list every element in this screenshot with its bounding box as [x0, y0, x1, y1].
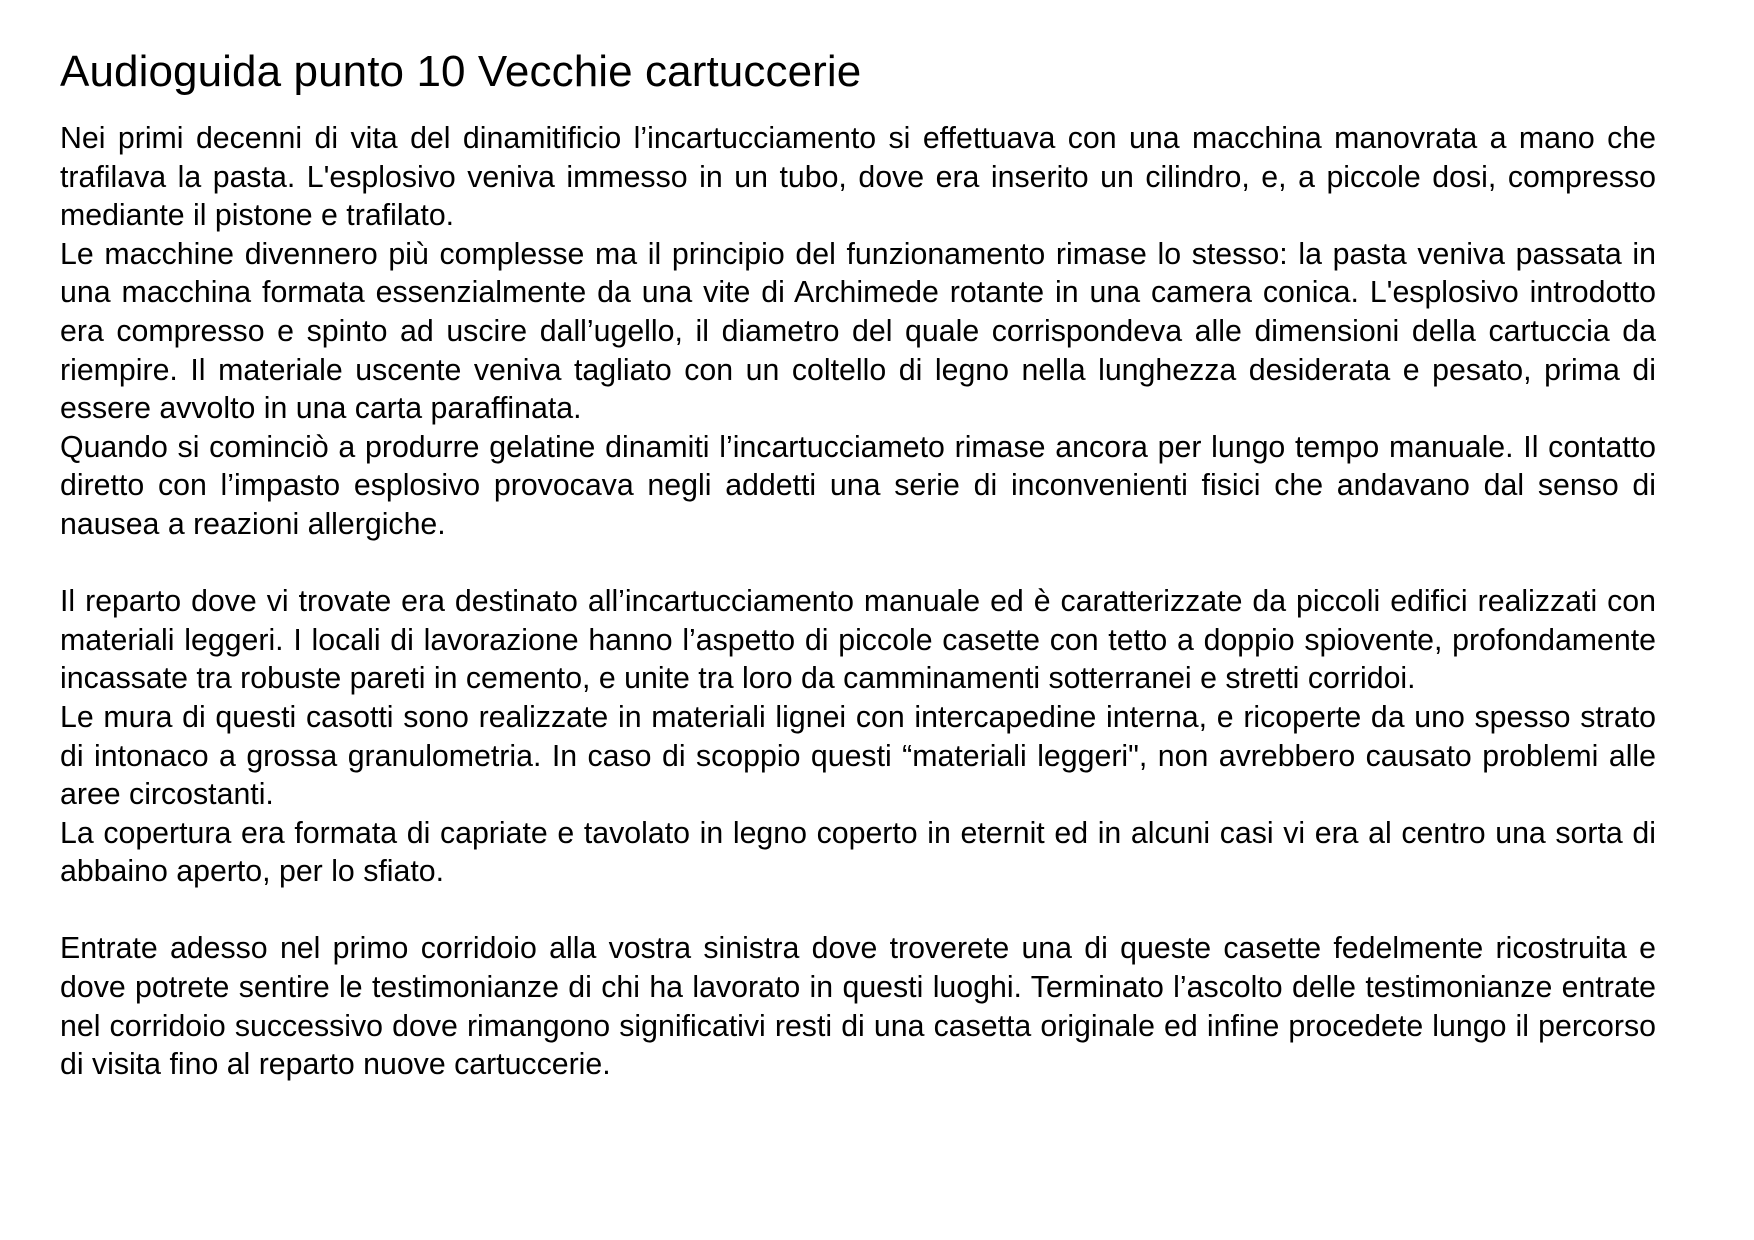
- section-visit-directions: [60, 930, 1656, 1084]
- paragraph: Il reparto dove vi trovate era destinato all’incartucciamento manuale ed è caratterizzate da piccoli edifici realizzati con materiali leggeri. I locali di lavorazione hanno l’aspetto di piccole casette con tetto a doppio spiovente, profondamente incassate tra robuste pareti in cemento, e unite tra loro da camminamenti sotterranei e stretti corridoi.: [60, 585, 1656, 696]
- section-cartridge-machines: [60, 120, 1656, 545]
- paragraph: Le macchine divennero più complesse ma il principio del funzionamento rimase lo stesso: la pasta veniva passata in una macchina formata essenzialmente da una vite di Archimede rotante in una camera conica. L'esplosivo introdotto era compresso e spinto ad uscire dall’ugello, il diametro del quale corrispondeva alle dimensioni della cartuccia da riempire. Il materiale uscente veniva tagliato con un coltello di legno nella lunghezza desiderata e pesato, prima di essere avvolto in una carta paraffinata.: [60, 237, 1656, 426]
- document-page: [60, 44, 1656, 1123]
- document-title: Audioguida punto 10 Vecchie cartuccerie: [60, 47, 862, 96]
- paragraph: Entrate adesso nel primo corridoio alla vostra sinistra dove troverete una di queste casette fedelmente ricostruita e dove potrete sentire le testimonianze di chi ha lavorato in questi luoghi. Terminato l’ascolto delle testimonianze entrate nel corridoio successivo dove rimangono significativi resti di una casetta originale ed infine procedete lungo il percorso di visita fino al reparto nuove cartuccerie.: [60, 932, 1656, 1082]
- paragraph: Quando si cominciò a produrre gelatine dinamiti l’incartucciameto rimase ancora per lungo tempo manuale. Il contatto diretto con l’impasto esplosivo provocava negli addetti una serie di inconvenienti fisici che andavano dal senso di nausea a reazioni allergiche.: [60, 430, 1656, 541]
- paragraph: La copertura era formata di capriate e tavolato in legno coperto in eternit ed in alcuni casi vi era al centro una sorta di abbaino aperto, per lo sfiato.: [60, 816, 1656, 889]
- section-department-buildings: [60, 583, 1656, 892]
- paragraph: Le mura di questi casotti sono realizzate in materiali lignei con intercapedine interna, e ricoperte da uno spesso strato di intonaco a grossa granulometria. In caso di scoppio questi “materiali leggeri", non avrebbero causato problemi alle aree circostanti.: [60, 700, 1656, 812]
- paragraph: Nei primi decenni di vita del dinamitificio l’incartucciamento si effettuava con una macchina manovrata a mano che trafilava la pasta. L'esplosivo veniva immesso in un tubo, dove era inserito un cilindro, e, a piccole dosi, compresso mediante il pistone e trafilato.: [60, 122, 1656, 233]
